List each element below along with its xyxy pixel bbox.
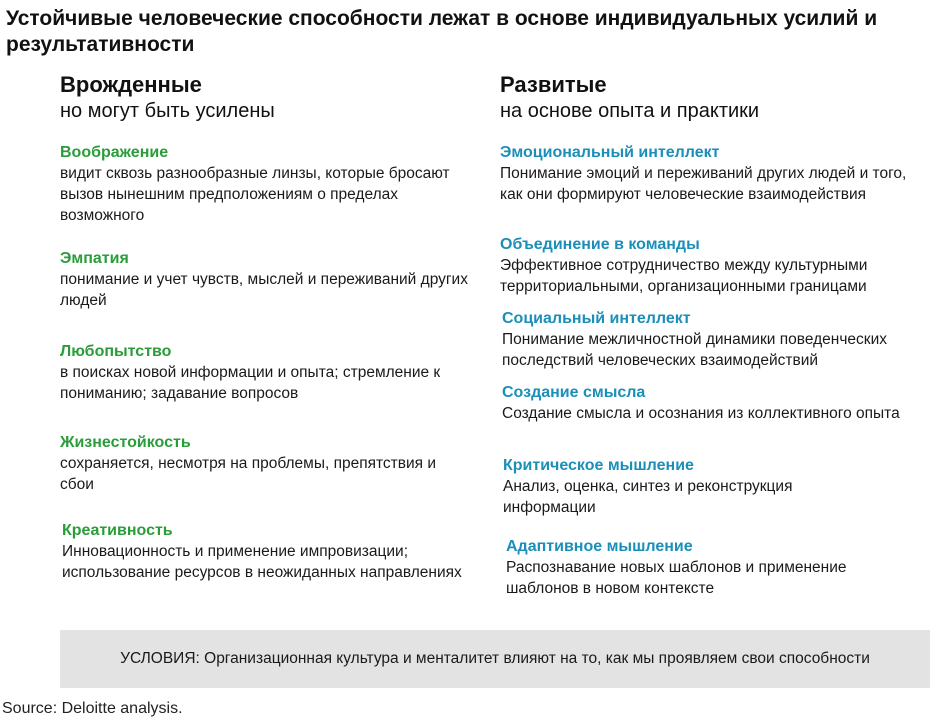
developed-column bbox=[500, 72, 940, 138]
developed-item-desc: Понимание межличностной динамики поведенческих последствий человеческих взаимодействий bbox=[502, 331, 887, 369]
developed-subheading: на основе опыта и практики bbox=[500, 100, 760, 122]
developed-item-title: Критическое мышление bbox=[503, 457, 694, 474]
innate-item-curiosity bbox=[60, 342, 480, 404]
innate-item-desc: в поисках новой информации и опыта; стремление к пониманию; задавание вопросов bbox=[60, 364, 441, 402]
conditions-text: УСЛОВИЯ: Организационная культура и менталитет влияют на то, как мы проявляем свои способности bbox=[120, 650, 870, 667]
conditions-banner bbox=[60, 630, 930, 688]
developed-item-sense-making bbox=[502, 383, 902, 424]
innate-item-empathy bbox=[60, 249, 470, 311]
developed-item-title: Социальный интеллект bbox=[502, 310, 691, 327]
developed-heading: Развитые bbox=[500, 72, 607, 97]
innate-item-resilience bbox=[60, 433, 470, 495]
developed-item-title: Адаптивное мышление bbox=[506, 538, 693, 555]
innate-item-desc: видит сквозь разнообразные линзы, которые бросают вызов нынешним предположениям о пределах возможного bbox=[60, 165, 450, 224]
developed-item-desc: Создание смысла и осознания из коллективного опыта bbox=[502, 405, 900, 422]
developed-item-adaptive-thinking bbox=[506, 537, 906, 599]
innate-item-creativity bbox=[62, 521, 462, 583]
source-note: Source: Deloitte analysis. bbox=[2, 700, 183, 717]
innate-item-title: Воображение bbox=[60, 144, 169, 161]
developed-item-title: Объединение в команды bbox=[500, 236, 700, 253]
innate-item-desc: Инновационность и применение импровизации; использование ресурсов в неожиданных направлениях bbox=[62, 543, 462, 581]
developed-item-teaming bbox=[500, 235, 920, 297]
developed-item-emotional-intelligence bbox=[500, 143, 910, 205]
innate-item-desc: сохраняется, несмотря на проблемы, препятствия и сбои bbox=[60, 455, 437, 493]
innate-item-title: Эмпатия bbox=[60, 250, 129, 267]
innate-item-title: Любопытство bbox=[60, 343, 172, 360]
developed-item-desc: Анализ, оценка, синтез и реконструкция информации bbox=[503, 478, 793, 516]
innate-item-title: Жизнестойкость bbox=[60, 434, 191, 451]
innate-item-desc: понимание и учет чувств, мыслей и переживаний других людей bbox=[60, 271, 468, 309]
developed-item-title: Создание смысла bbox=[502, 384, 646, 401]
innate-heading: Врожденные bbox=[60, 72, 202, 97]
innate-item-title: Креативность bbox=[62, 522, 173, 539]
page-title: Устойчивые человеческие способности лежат в основе индивидуальных усилий и результативности bbox=[6, 7, 878, 56]
developed-item-critical-thinking bbox=[503, 456, 843, 518]
developed-item-title: Эмоциональный интеллект bbox=[500, 144, 720, 161]
developed-item-desc: Распознавание новых шаблонов и применение шаблонов в новом контексте bbox=[506, 559, 847, 597]
innate-column bbox=[60, 72, 480, 138]
developed-item-desc: Понимание эмоций и переживаний других людей и того, как они формируют человеческие взаимодействия bbox=[500, 165, 907, 203]
innate-item-imagination bbox=[60, 143, 460, 226]
developed-item-social-intelligence bbox=[502, 309, 942, 371]
innate-subheading: но могут быть усилены bbox=[60, 100, 275, 122]
developed-item-desc: Эффективное сотрудничество между культурными территориальными, организационными границами bbox=[500, 257, 868, 295]
